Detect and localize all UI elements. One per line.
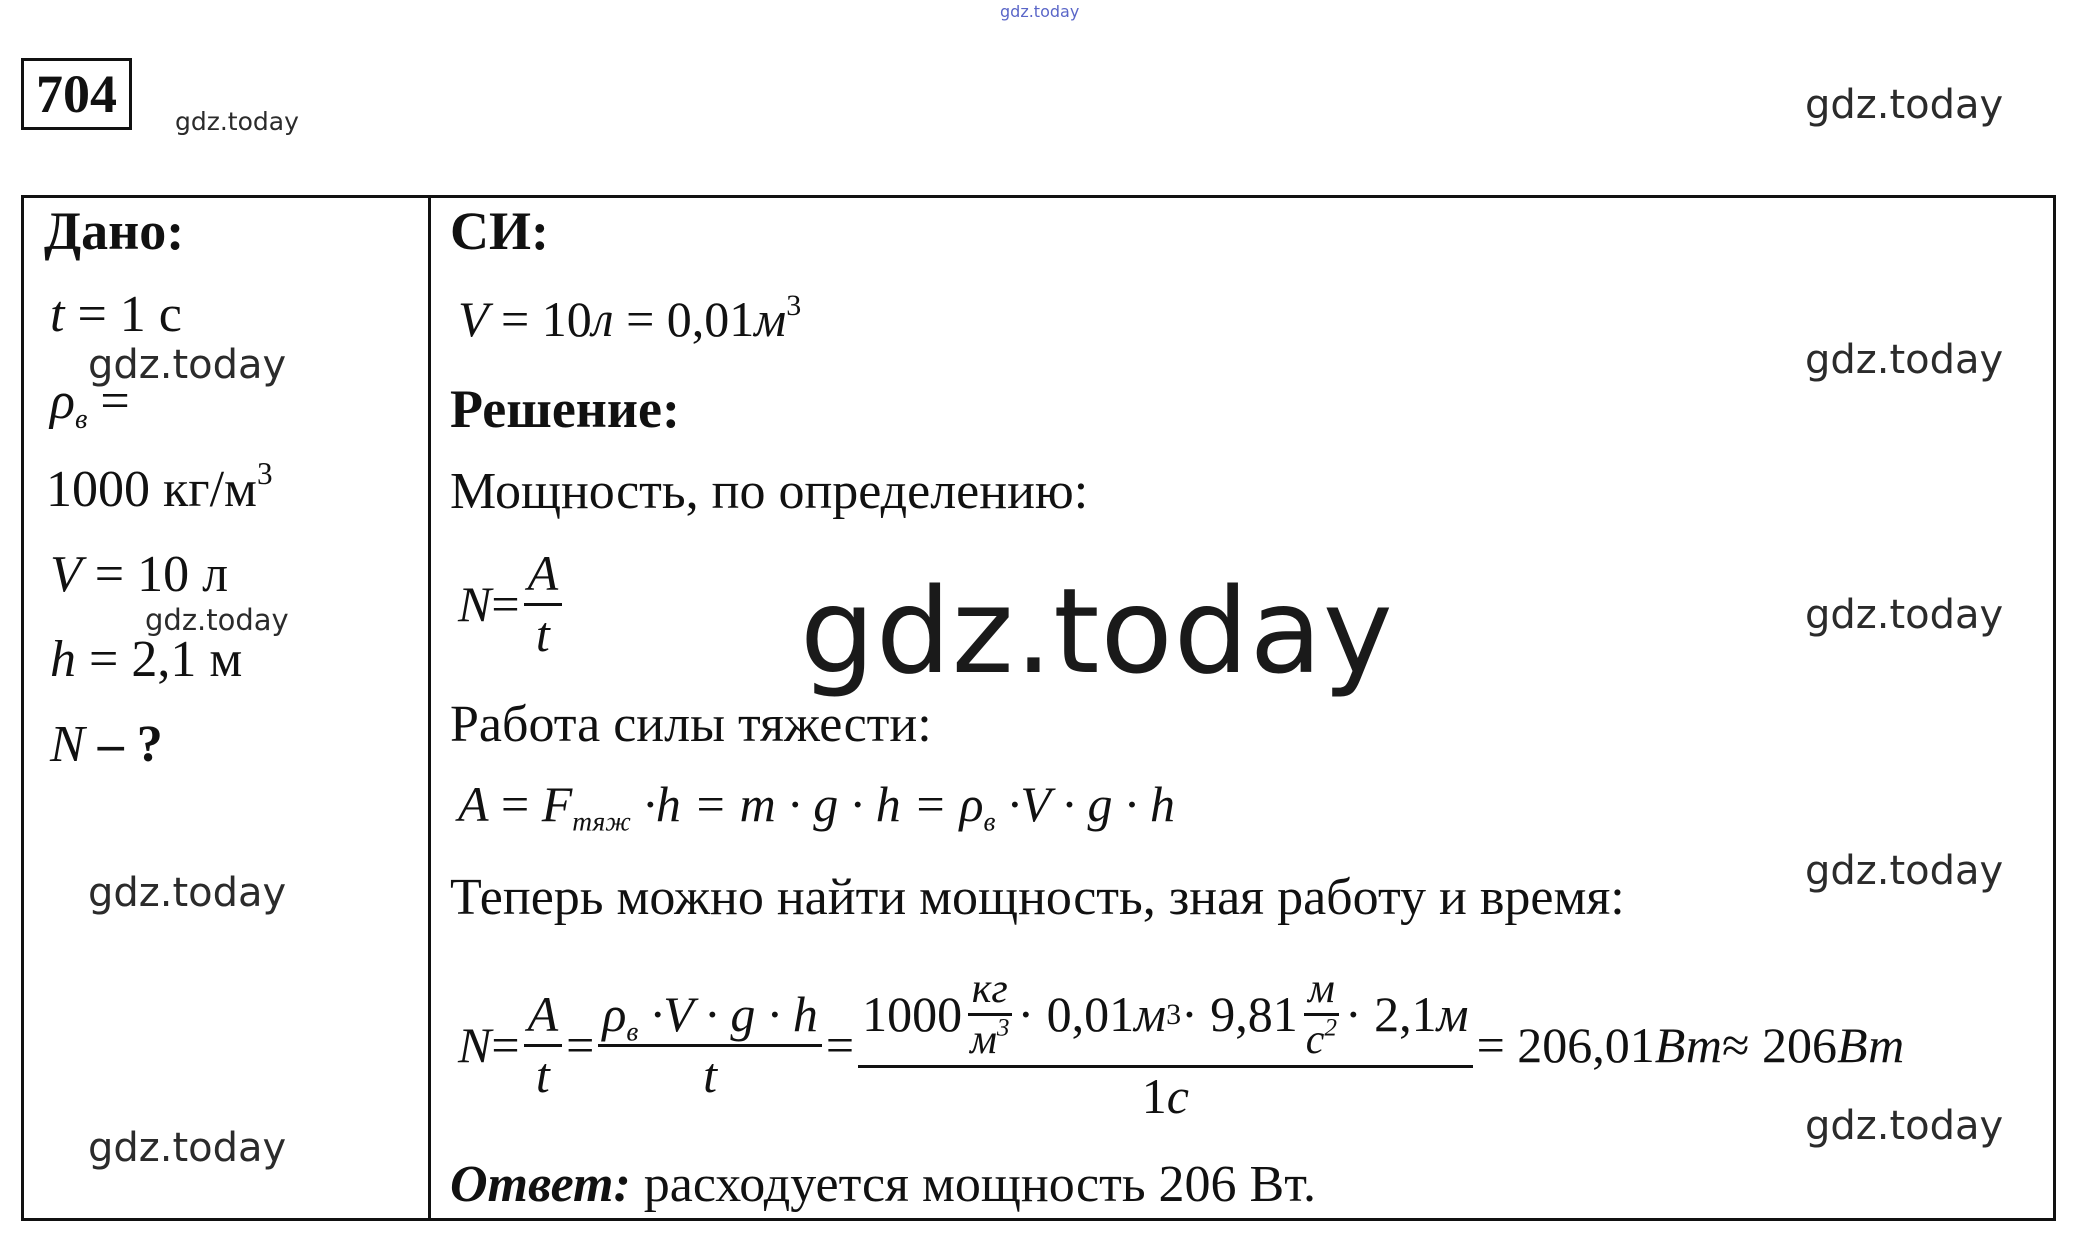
watermark: gdz.today [88,1125,287,1171]
watermark: gdz.today [88,870,287,916]
watermark: gdz.today [1805,1103,2004,1149]
power-definition-label: Мощность, по определению: [450,463,1089,520]
watermark: gdz.today [1805,337,2004,383]
given-h: h = 2,1 м [50,631,243,688]
answer-text: расходуется мощность 206 Вт. [630,1156,1317,1213]
power-from-work-label: Теперь можно найти мощность, зная работу и время: [450,869,1625,926]
si-formula: $V = 10л = 0,01м^3$ [458,289,802,347]
watermark: gdz.today [145,603,289,637]
watermark: gdz.today [1805,592,2004,638]
watermark: gdz.today [88,342,287,388]
problem-number: 704 [21,58,132,130]
column-divider [428,195,431,1221]
work-label: Работа силы тяжести: [450,696,932,753]
formula-power: N = $\frac{A}{t}$ [458,545,566,663]
answer-label: Ответ: [450,1156,631,1213]
solution-heading: Решение: [450,379,680,439]
given-t: t = 1 с [50,286,182,343]
given-heading: Дано: [44,201,185,261]
formula-work: $A = F_{тяж} \cdot h = m \cdot g \cdot h = \rho_в \cdot V \cdot g \cdot h$ [458,776,1176,837]
answer [450,1155,1316,1214]
formula-result: N = $\frac{A}{t}$ = $\frac{\rho_в \cdot V \cdot g \cdot h}{t}$ = 1000 $\frac{кг}{м^3}$ · 0,01 м 3 · 9,81 $\frac{м}{с^2}$ · 2,1 м 1с = 206,01 Вт ≈ 206 Вт [458,966,1905,1124]
watermark-top: gdz.today [1000,2,1080,21]
given-rho-value: 1000 $кг/м^3$ [46,456,273,518]
watermark: gdz.today [1805,82,2004,128]
si-heading: СИ: [450,201,549,261]
given-v: V = 10 л [50,546,229,603]
watermark: gdz.today [1805,848,2004,894]
watermark: gdz.today [175,107,299,136]
given-n: N – ? [50,716,163,773]
given-rho: $\rho_в$ = [50,373,130,435]
watermark-large: gdz.today [800,562,1394,700]
